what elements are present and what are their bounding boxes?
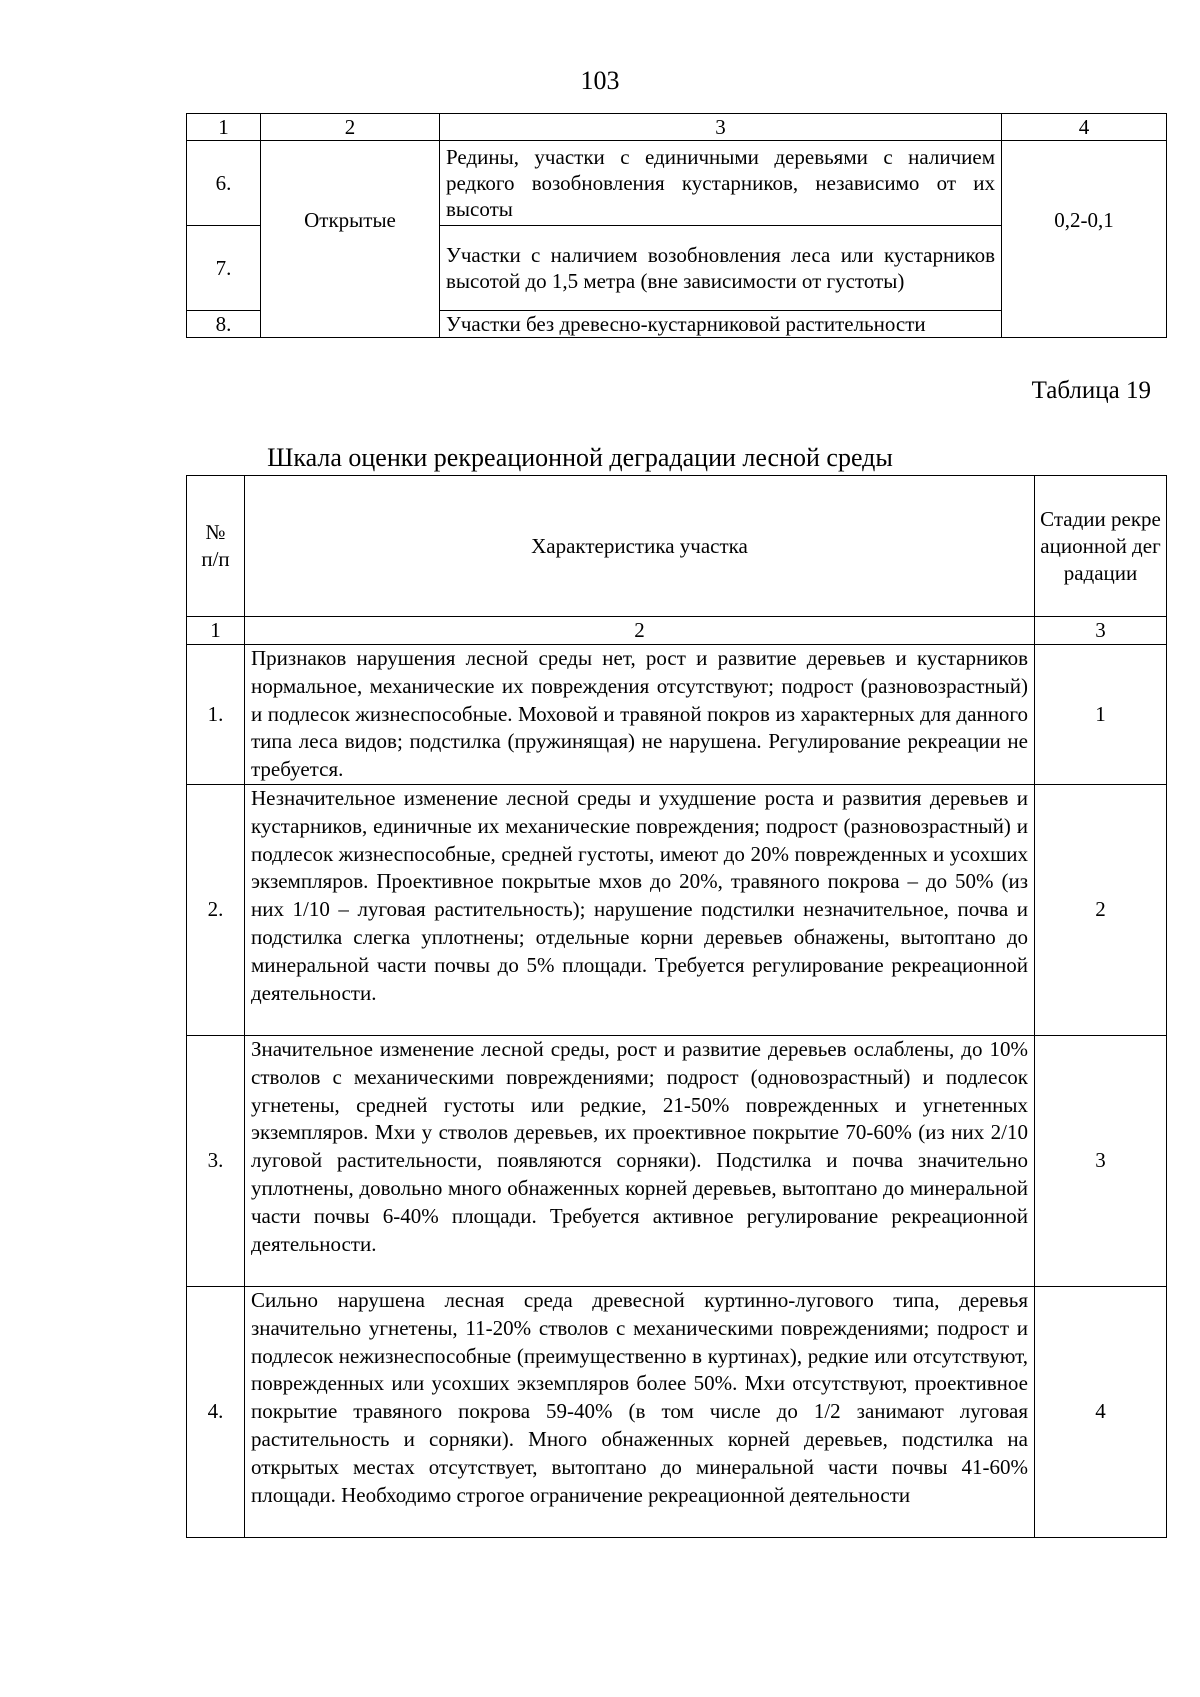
row-text: Незначительное изменение лесной среды и ухудшение роста и развития деревьев и кустарников, единичные их механические повреждения; подрост (разновозрастный) и подлесок жизнеспособные, средней густоты, имеют до 20% поврежденных и усохших экземпляров. Проективное покрытые мхов до 20%, травяного покрова – до 50% (из них 1/10 – луговая растительность); нарушение подстилки незначительное, почва и подстилка слегка уплотнены; отдельные корни деревьев обнажены, вытоптано до минеральной части почвы до 5% площади. Требуется регулирование рекреационной деятельности. [245, 785, 1035, 1036]
column-number: 4 [1002, 114, 1167, 141]
header-stage [1035, 476, 1167, 617]
density-value-text: 0,2-0,1 [1054, 208, 1114, 232]
row-text: Сильно нарушена лесная среда древесной куртинно-лугового типа, деревья значительно угнетены, 11-20% стволов с механическими повреждениями; подрост и подлесок нежизнеспособные (преимущественно в куртинах), редкие или отсутствуют, поврежденных или усохших экземпляров более 50%. Мхи отсутствуют, проективное покрытие травяного покрова 59-40% (в том числе до 1/2 занимают луговая растительность и сорняки). Много обнаженных корней деревьев, подстилка на открытых местах отсутствует, вытоптано до минеральной части почвы 41-60% площади. Необходимо строгое ограничение рекреационной деятельности [245, 1287, 1035, 1538]
column-number: 3 [440, 114, 1002, 141]
column-number-row [187, 617, 1167, 645]
column-number: 2 [261, 114, 440, 141]
row-text: Признаков нарушения лесной среды нет, рост и развитие деревьев и кустарников нормальное, механические их повреждения отсутствуют; подрост (разновозрастный) и подлесок жизнеспособные. Моховой и травяной покров из характерных для данного типа леса видов; подстилка (пружинящая) не нарушена. Регулирование рекреации не требуется. [245, 645, 1035, 785]
row-number: 6. [187, 141, 261, 226]
header-num [187, 476, 245, 617]
table-title: Шкала оценки рекреационной деградации лесной среды [267, 443, 893, 472]
column-number: 1 [187, 114, 261, 141]
row-stage: 4 [1035, 1287, 1167, 1538]
row-text: Редины, участки с единичными деревьями с наличием редкого возобновления кустарников, независимо от их высоты [440, 141, 1002, 226]
row-number: 1. [187, 645, 245, 785]
header-row [187, 476, 1167, 617]
header-stage-text: Стадии рекреационной деградации [1040, 506, 1161, 585]
table-row [187, 141, 1167, 226]
table-row [187, 785, 1167, 1036]
row-number: 3. [187, 1036, 245, 1287]
row-text: Участки с наличием возобновления леса или кустарников высотой до 1,5 метра (вне зависимости от густоты) [440, 226, 1002, 311]
row-number: 2. [187, 785, 245, 1036]
row-number: 8. [187, 311, 261, 338]
row-number: 4. [187, 1287, 245, 1538]
group-label [261, 141, 440, 338]
row-stage: 2 [1035, 785, 1167, 1036]
header-characteristic: Характеристика участка [245, 476, 1035, 617]
row-text: Участки без древесно-кустарниковой растительности [440, 311, 1002, 338]
density-value [1002, 141, 1167, 338]
column-number: 1 [187, 617, 245, 645]
row-number: 7. [187, 226, 261, 311]
table-label: Таблица 19 [1031, 377, 1151, 404]
continued-table [186, 113, 1167, 338]
row-stage: 3 [1035, 1036, 1167, 1287]
header-num-text: № п/п [201, 520, 230, 571]
table-row [187, 645, 1167, 785]
column-number-row [187, 114, 1167, 141]
page-number: 103 [580, 66, 620, 95]
row-stage: 1 [1035, 645, 1167, 785]
table-row [187, 1036, 1167, 1287]
degradation-table [186, 475, 1167, 1538]
group-label-text: Открытые [304, 208, 396, 232]
column-number: 2 [245, 617, 1035, 645]
column-number: 3 [1035, 617, 1167, 645]
row-text: Значительное изменение лесной среды, рост и развитие деревьев ослаблены, до 10% стволов с механическими повреждениями; подрост (одновозрастный) и подлесок угнетены, средней густоты или редкие, 21-50% поврежденных и угнетенных экземпляров. Мхи у стволов деревьев, их проективное покрытие 70-60% (из них 2/10 луговой растительности, появляются сорняки). Подстилка и почва значительно уплотнены, довольно много обнаженных корней деревьев, вытоптано до минеральной части почвы 6-40% площади. Требуется активное регулирование рекреационной деятельности. [245, 1036, 1035, 1287]
table-row [187, 1287, 1167, 1538]
